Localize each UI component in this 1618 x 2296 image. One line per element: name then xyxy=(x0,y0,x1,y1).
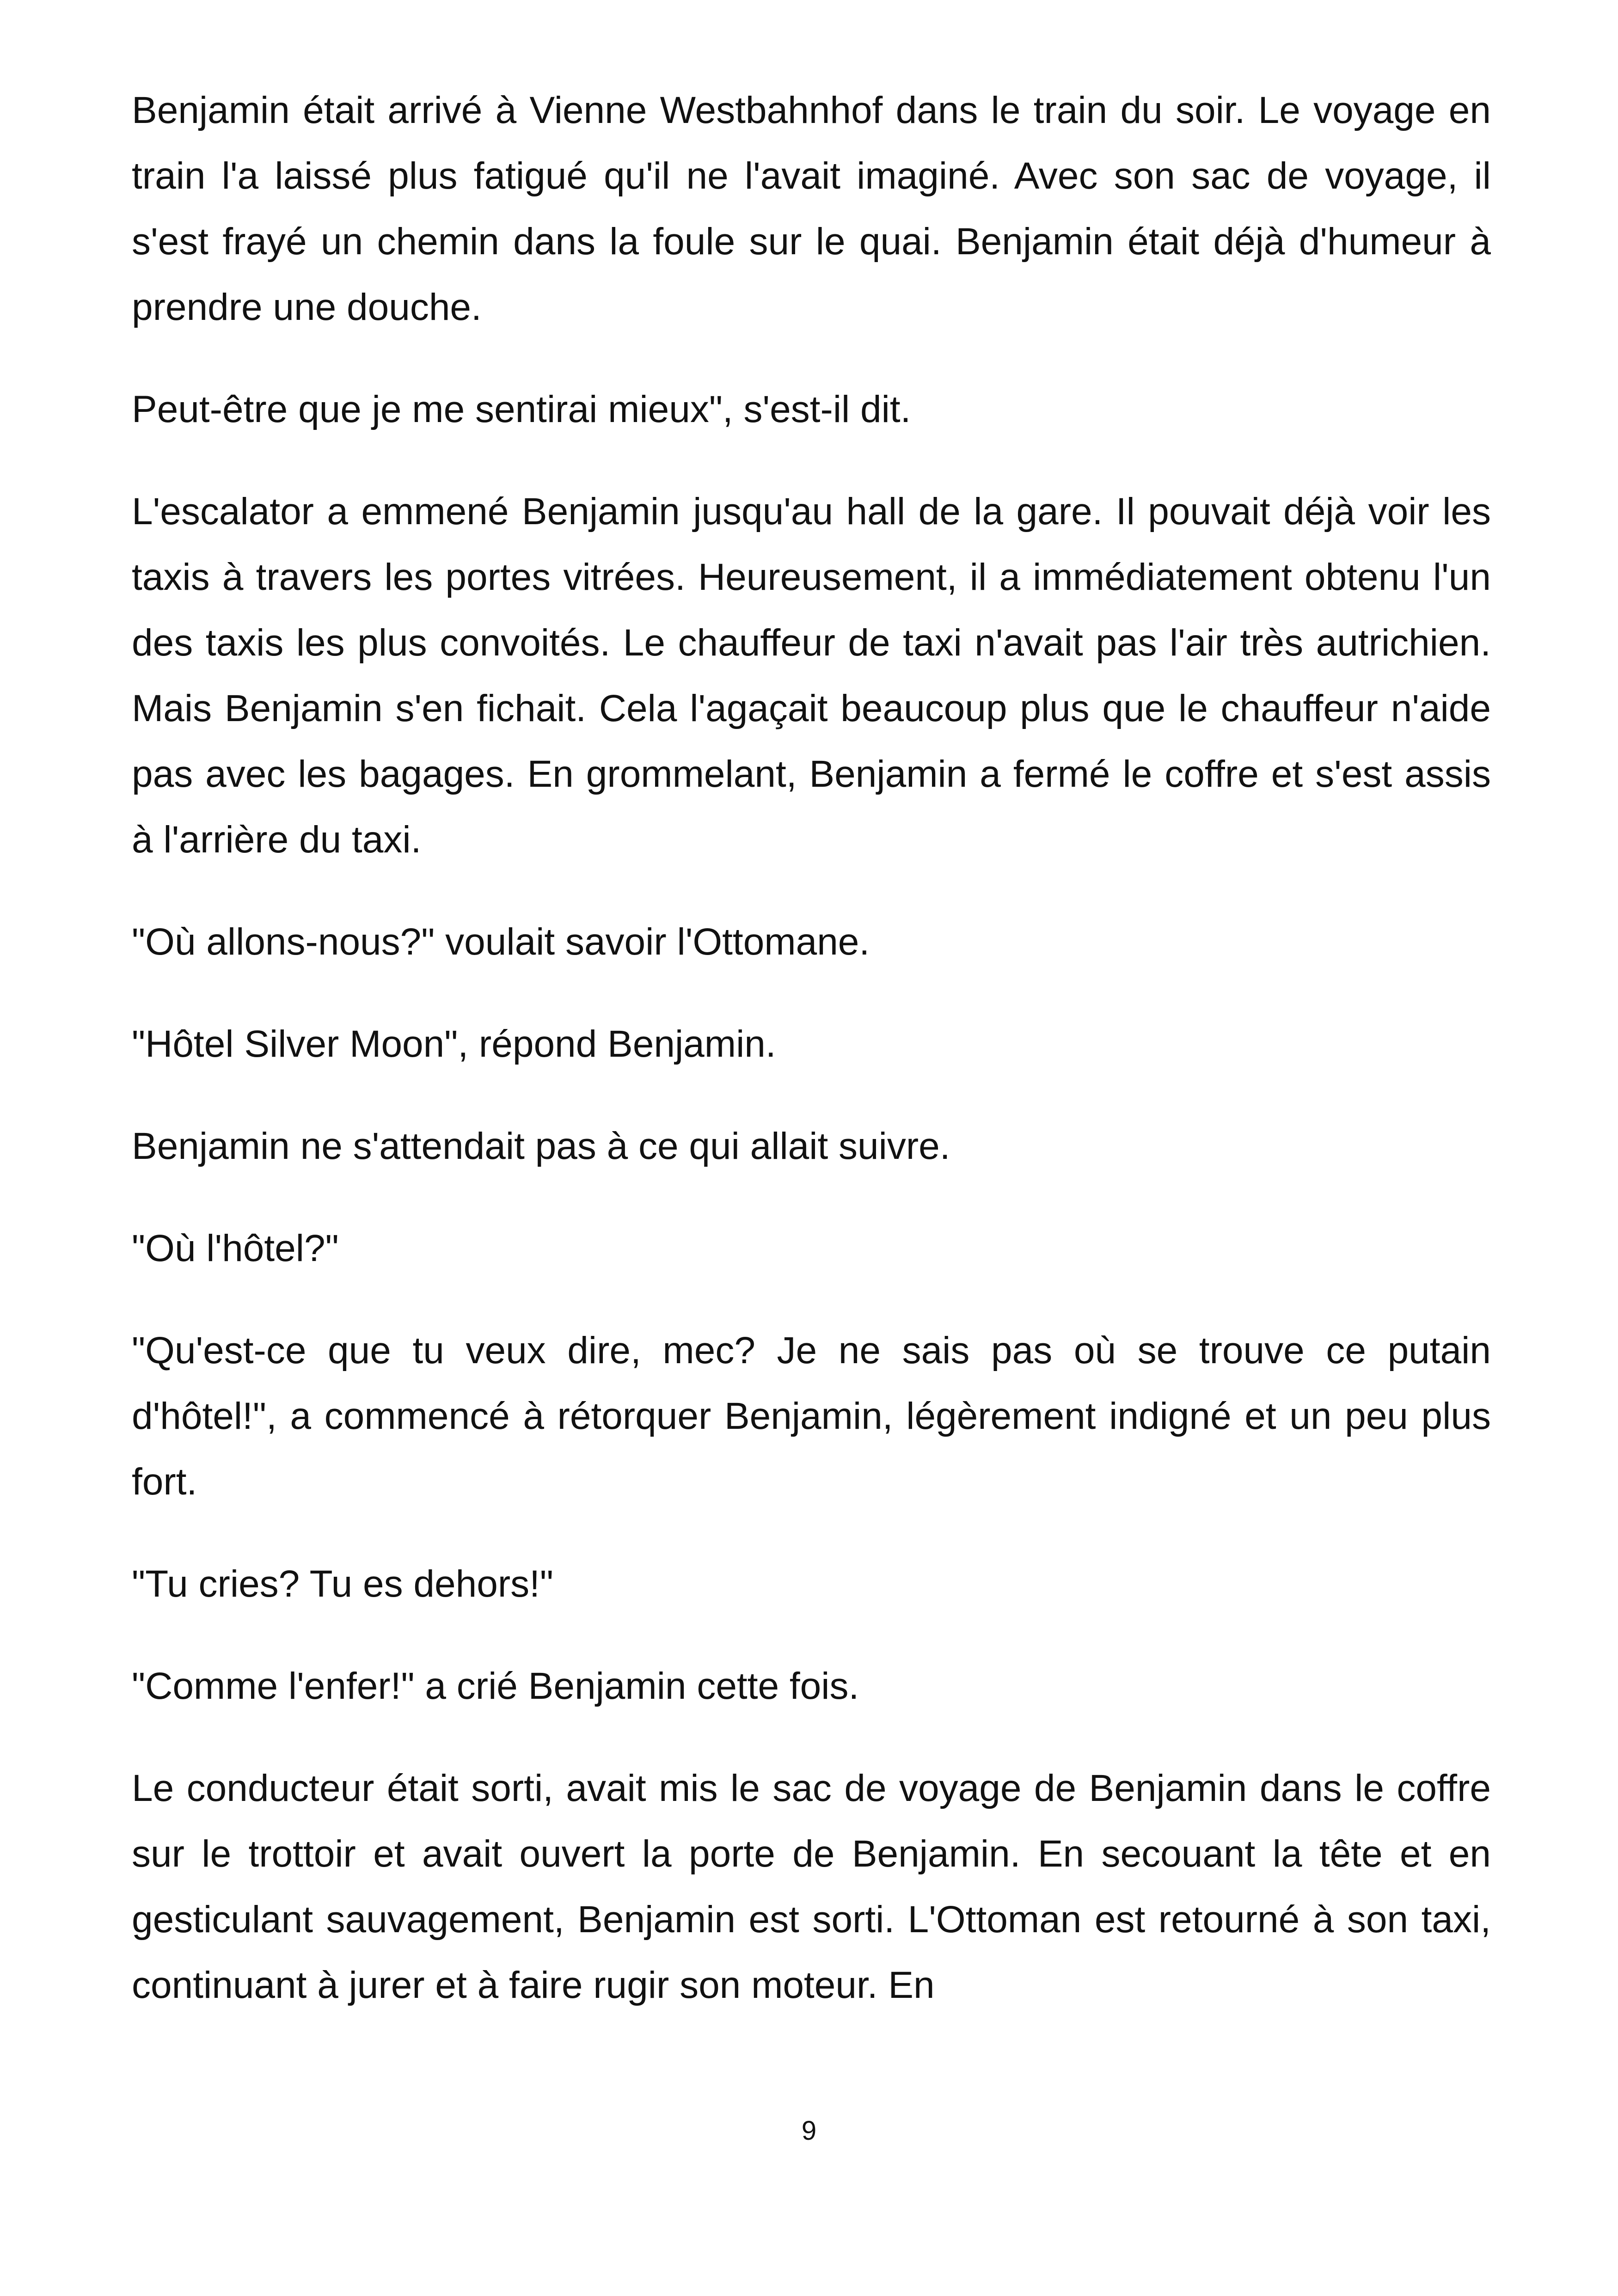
page-number: 9 xyxy=(801,2116,817,2146)
paragraph: "Qu'est-ce que tu veux dire, mec? Je ne sais pas où se trouve ce putain d'hôtel!", a commencé à rétorquer Benjamin, légèrement indigné et un peu plus fort. xyxy=(132,1329,1491,1503)
paragraph: Le conducteur était sorti, avait mis le sac de voyage de Benjamin dans le coffre sur le trottoir et avait ouvert la porte de Benjamin. En secouant la tête et en gesticulant sauvagement, Benjamin est sorti. L'Ottoman est retourné à son taxi, continuant à jurer et à faire rugir son moteur. En xyxy=(132,1767,1491,2006)
paragraph: L'escalator a emmené Benjamin jusqu'au hall de la gare. Il pouvait déjà voir les taxis à travers les portes vitrées. Heureusement, il a immédiatement obtenu l'un des taxis les plus convoités. Le chauffeur de taxi n'avait pas l'air très autrichien. Mais Benjamin s'en fichait. Cela l'agaçait beaucoup plus que le chauffeur n'aide pas avec les bagages. En grommelant, Benjamin a fermé le coffre et s'est assis à l'arrière du taxi. xyxy=(132,490,1491,861)
paragraph: Benjamin ne s'attendait pas à ce qui allait suivre. xyxy=(132,1125,950,1167)
paragraph: "Hôtel Silver Moon", répond Benjamin. xyxy=(132,1023,776,1065)
body-text xyxy=(132,78,1491,2055)
paragraph: "Où allons-nous?" voulait savoir l'Ottomane. xyxy=(132,921,870,963)
paragraph: Peut-être que je me sentirai mieux", s'est-il dit. xyxy=(132,388,911,430)
paragraph: "Tu cries? Tu es dehors!" xyxy=(132,1563,554,1605)
paragraph: "Où l'hôtel?" xyxy=(132,1227,339,1269)
paragraph: Benjamin était arrivé à Vienne Westbahnhof dans le train du soir. Le voyage en train l'a laissé plus fatigué qu'il ne l'avait imaginé. Avec son sac de voyage, il s'est frayé un chemin dans la foule sur le quai. Benjamin était déjà d'humeur à prendre une douche. xyxy=(132,89,1491,328)
paragraph: "Comme l'enfer!" a crié Benjamin cette fois. xyxy=(132,1665,859,1707)
